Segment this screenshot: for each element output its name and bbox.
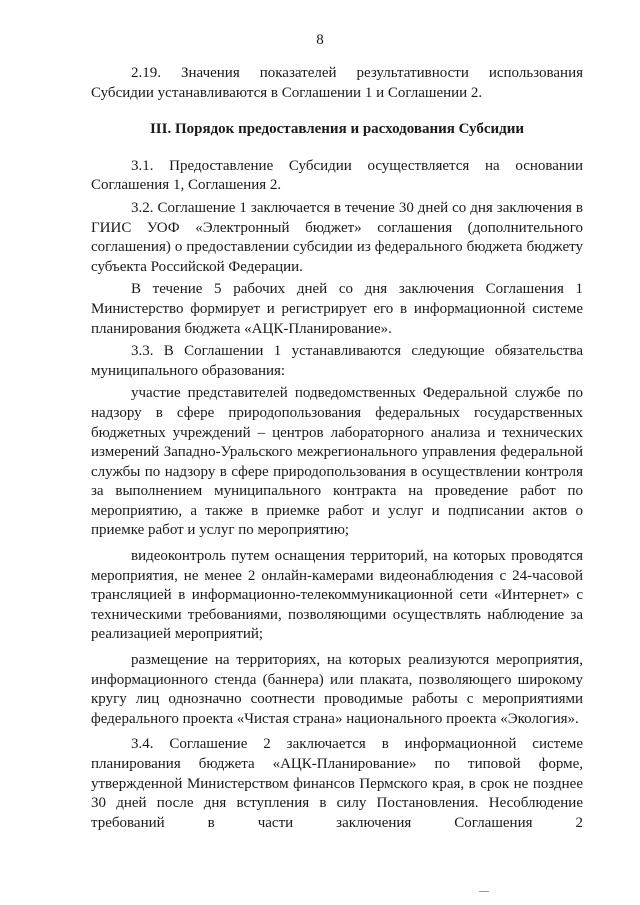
paragraph-3-4: 3.4. Соглашение 2 заключается в информационной системе планирования бюджета «АЦК-Планирование» по типовой форме, утвержденной Министерством финансов Пермского края, в срок не позднее 30 дней после дня вступления в силу Постановления. Несоблюдение требований в части заключения Соглашения 2 [91, 736, 583, 831]
scan-mark [479, 891, 489, 892]
paragraph-3-3-participation: участие представителей подведомственных Федеральной службе по надзору в сфере природопользования федеральных государственных бюджетных учреждений – центров лабораторного анализа и технических измерений Западно-Уральского межрегионального управления федеральной службы по надзору в сфере природопользования в осуществлении контроля за выполнением муниципального контракта на проведение работ по мероприятию, а также в приемке работ и услуг и подписании актов о приемке работ и услуг по мероприятию; [91, 385, 583, 539]
paragraph-3-2-registration: В течение 5 рабочих дней со дня заключения Соглашения 1 Министерство формирует и регистрирует его в информационной системе планирования бюджета «АЦК-Планирование». [91, 281, 583, 337]
document-body [91, 64, 583, 833]
paragraph-3-3-video-control: видеоконтроль путем оснащения территорий, на которых проводятся мероприятия, не менее 2 онлайн-камерами видеонаблюдения с 24-часовой трансляцией в информационно-телекоммуникационной сети «Интернет» с техническими требованиями, позволяющими осуществлять наблюдение за реализацией мероприятий; [91, 548, 583, 643]
page-number: 8 [316, 32, 324, 48]
paragraph-3-1: 3.1. Предоставление Субсидии осуществляется на основании Соглашения 1, Соглашения 2. [91, 157, 583, 194]
section-heading: III. Порядок предоставления и расходования Субсидии [149, 121, 525, 138]
paragraph-2-19: 2.19. Значения показателей результативности использования Субсидии устанавливаются в Соглашении 1 и Соглашении 2. [91, 65, 583, 101]
paragraph-3-2: 3.2. Соглашение 1 заключается в течение 30 дней со дня заключения в ГИИС УОФ «Электронный бюджет» соглашения (дополнительного соглашения) о предоставлении субсидии из федерального бюджета бюджету субъекта Российской Федерации. [91, 199, 583, 275]
paragraph-3-3-stand-placement: размещение на территориях, на которых реализуются мероприятия, информационного стенда (баннера) или плаката, позволяющего широкому кругу лиц однозначно соотнести проводимые работы с мероприятиями федерального проекта «Чистая страна» национального проекта «Экология». [91, 652, 583, 727]
paragraph-3-3: 3.3. В Соглашении 1 устанавливаются следующие обязательства муниципального образования: [91, 343, 583, 379]
